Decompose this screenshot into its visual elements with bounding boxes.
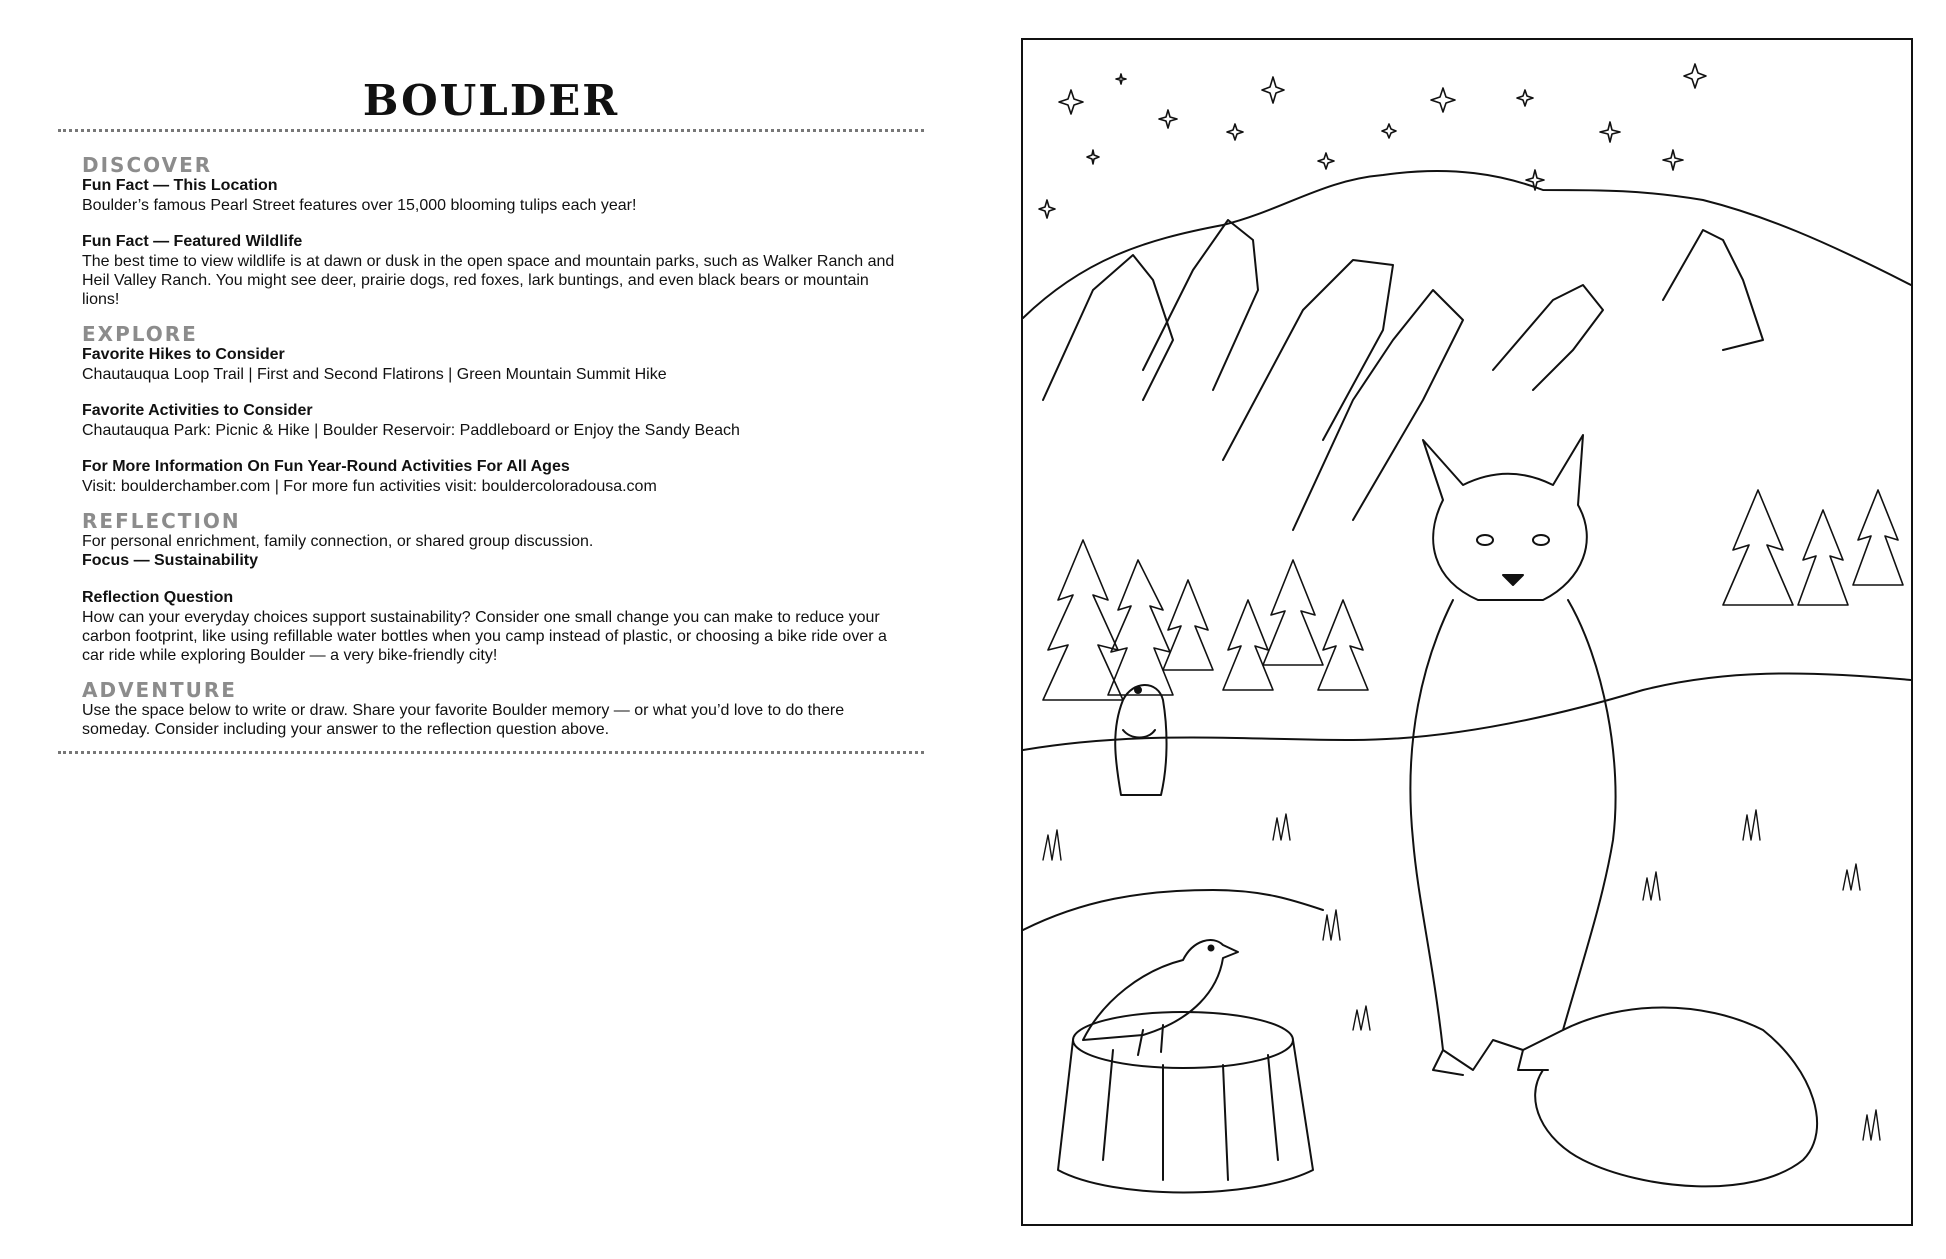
fun-fact-location-label: Fun Fact — This Location bbox=[82, 177, 278, 194]
star bbox=[1262, 77, 1284, 103]
fun-fact-location-text: Boulder’s famous Pearl Street features over 15,000 blooming tulips each year! bbox=[82, 197, 637, 214]
bottom-divider bbox=[58, 751, 924, 754]
hill-line bbox=[1023, 890, 1323, 930]
left-page bbox=[58, 0, 924, 1259]
fun-fact-wildlife-text: The best time to view wildlife is at dawn or dusk in the open space and mountain parks, such as Walker Ranch and Heil Valley Ranch. You might see deer, prairie dogs, red foxes, lark buntings, and even black bears or mountain lions! bbox=[82, 253, 895, 308]
reflection-heading: REFLECTION bbox=[82, 509, 241, 533]
fun-fact-location bbox=[82, 176, 900, 215]
star bbox=[1159, 110, 1177, 128]
reflection-section bbox=[82, 510, 900, 665]
fun-fact-wildlife bbox=[82, 232, 900, 309]
fun-fact-wildlife-label: Fun Fact — Featured Wildlife bbox=[82, 233, 303, 250]
content bbox=[58, 132, 924, 751]
explore-section bbox=[82, 323, 900, 496]
star bbox=[1059, 90, 1083, 114]
star bbox=[1684, 64, 1706, 88]
fox-body bbox=[1410, 600, 1615, 1070]
page-title: BOULDER bbox=[362, 76, 620, 125]
star bbox=[1517, 90, 1533, 106]
pine-tree bbox=[1723, 490, 1793, 605]
activities-label: Favorite Activities to Consider bbox=[82, 402, 313, 419]
pine-tree bbox=[1043, 540, 1123, 700]
pine-tree bbox=[1263, 560, 1323, 665]
star bbox=[1600, 122, 1620, 142]
star bbox=[1382, 124, 1396, 138]
activities-block bbox=[82, 401, 900, 440]
more-info-block bbox=[82, 457, 900, 496]
pine-tree bbox=[1798, 510, 1848, 605]
adventure-section bbox=[82, 679, 900, 739]
reflection-focus: Focus — Sustainability bbox=[82, 552, 259, 569]
hikes-block bbox=[82, 345, 900, 384]
star bbox=[1431, 88, 1455, 112]
coloring-illustration bbox=[1021, 38, 1913, 1226]
pine-trees bbox=[1043, 490, 1903, 700]
star bbox=[1116, 74, 1126, 84]
pine-tree bbox=[1853, 490, 1903, 585]
reflection-intro: For personal enrichment, family connection, or shared group discussion. bbox=[82, 533, 594, 550]
star bbox=[1039, 200, 1055, 218]
grass bbox=[1043, 810, 1880, 1140]
discover-heading: DISCOVER bbox=[82, 153, 213, 177]
pine-tree bbox=[1108, 560, 1173, 695]
flatirons bbox=[1043, 220, 1763, 530]
stars bbox=[1039, 64, 1706, 218]
reflection-question-label: Reflection Question bbox=[82, 589, 234, 606]
reflection-question-text: How can your everyday choices support sustainability? Consider one small change you can make to reduce your carbon footprint, like using refillable water bottles when you camp instead of plastic, or choosing a bike ride over a car ride while exploring Boulder — a very bike-friendly city! bbox=[82, 609, 887, 664]
lark-bunting bbox=[1083, 940, 1238, 1055]
hikes-label: Favorite Hikes to Consider bbox=[82, 346, 285, 363]
adventure-heading: ADVENTURE bbox=[82, 678, 237, 702]
hikes-text: Chautauqua Loop Trail | First and Second Flatirons | Green Mountain Summit Hike bbox=[82, 366, 667, 383]
more-info-label: For More Information On Fun Year-Round Activities For All Ages bbox=[82, 458, 570, 475]
star bbox=[1087, 150, 1099, 164]
activities-text: Chautauqua Park: Picnic & Hike | Boulder Reservoir: Paddleboard or Enjoy the Sandy Beach bbox=[82, 422, 740, 439]
mountain-outline bbox=[1023, 171, 1911, 318]
reflection-question-block bbox=[82, 588, 900, 665]
pine-tree bbox=[1223, 600, 1273, 690]
star bbox=[1227, 124, 1243, 140]
adventure-text: Use the space below to write or draw. Share your favorite Boulder memory — or what you’d love to do there someday. Consider including your answer to the reflection question above. bbox=[82, 702, 845, 738]
pine-tree bbox=[1163, 580, 1213, 670]
fox-tail bbox=[1535, 1008, 1817, 1187]
discover-section bbox=[82, 154, 900, 309]
explore-heading: EXPLORE bbox=[82, 322, 198, 346]
more-info-text: Visit: boulderchamber.com | For more fun activities visit: bouldercoloradousa.com bbox=[82, 478, 657, 495]
star bbox=[1318, 153, 1334, 169]
star bbox=[1663, 150, 1683, 170]
fox-mountain-scene bbox=[1023, 40, 1911, 1224]
meadow-line bbox=[1023, 673, 1911, 750]
pine-tree bbox=[1318, 600, 1368, 690]
